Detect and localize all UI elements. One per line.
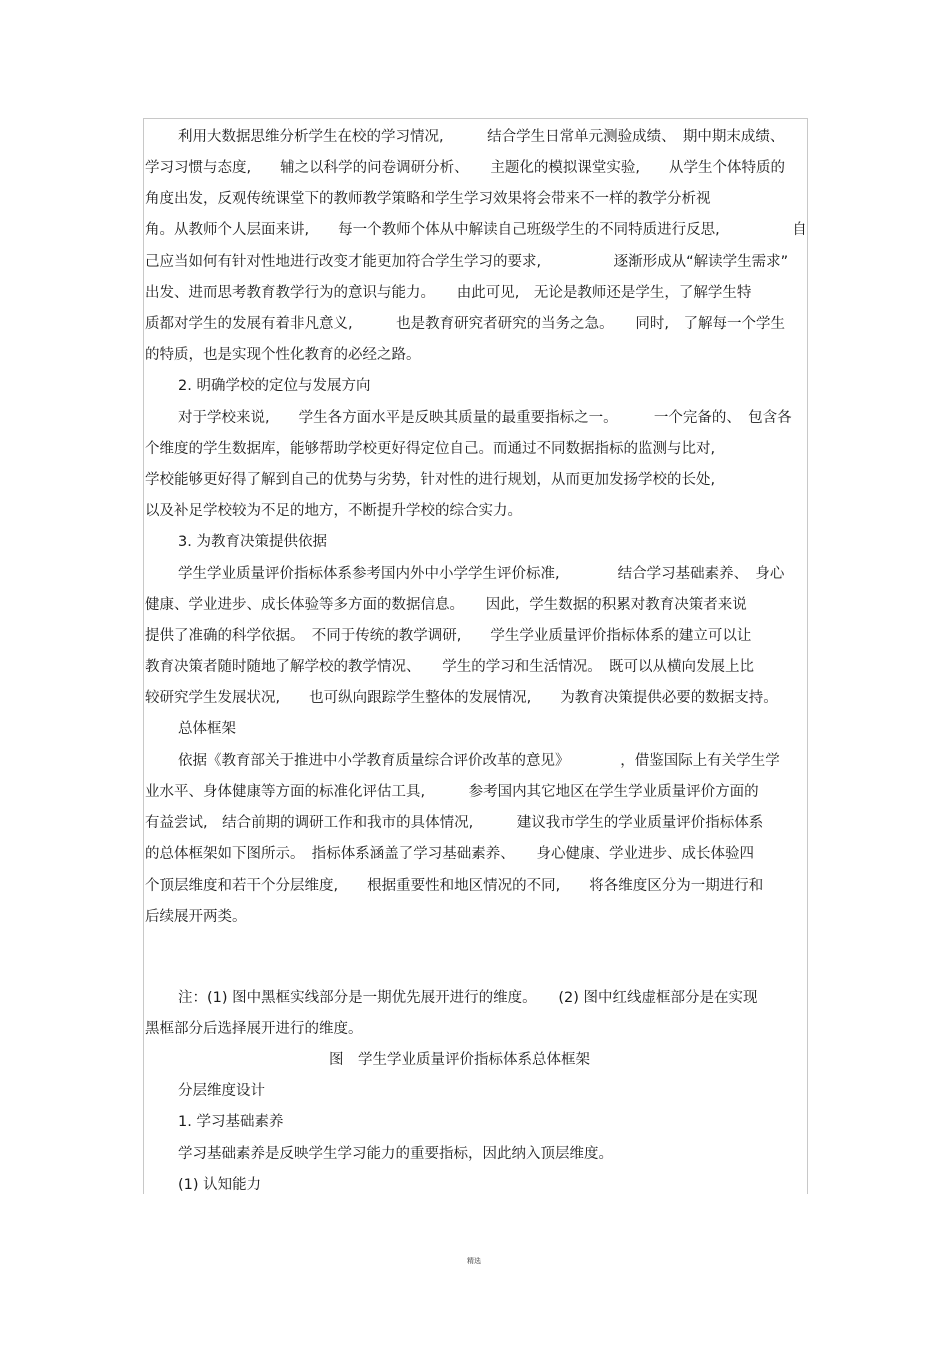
line-01: 利用大数据思维分析学生在校的学习情况, 结合学生日常单元测验成绩、 期中期末成绩、 — [178, 129, 785, 145]
section-heading-framework: 总体框架 — [178, 721, 236, 737]
line-22: 业水平、身体健康等方面的标准化评估工具, 参考国内其它地区在学生学业质量评价方面的 — [145, 784, 759, 800]
note-line-1: 注：(1) 图中黑框实线部分是一期优先展开进行的维度。 (2) 图中红线虚框部分是在实现 — [178, 990, 758, 1006]
line-25: 个顶层维度和若干个分层维度, 根据重要性和地区情况的不同, 将各维度区分为一期进行和 — [145, 878, 764, 894]
figure-caption: 图 学生学业质量评价指标体系总体框架 — [329, 1052, 590, 1068]
line-16: 健康、学业进步、成长体验等多方面的数据信息。 因此，学生数据的积累对教育决策者来说 — [145, 597, 747, 613]
line-18: 教育决策者随时随地了解学校的教学情况、 学生的学习和生活情况。 既可以从横向发展上比 — [145, 659, 754, 675]
line-06: 出发、进而思考教育教学行为的意识与能力。 由此可见, 无论是教师还是学生，了解学生特 — [145, 285, 752, 301]
line-05: 己应当如何有针对性地进行改变才能更加符合学生学习的要求, 逐渐形成从“解读学生需求” — [145, 254, 789, 270]
line-23: 有益尝试, 结合前期的调研工作和我市的具体情况, 建议我市学生的学业质量评价指标体系 — [145, 815, 764, 831]
line-21: 依据《教育部关于推进中小学教育质量综合评价改革的意见》 ，借鉴国际上有关学生学 — [178, 753, 780, 769]
line-11: 个维度的学生数据库，能够帮助学校更好得定位自己。而通过不同数据指标的监测与比对, — [145, 441, 716, 457]
line-19: 较研究学生发展状况, 也可纵向跟踪学生整体的发展情况, 为教育决策提供必要的数据支持。 — [145, 690, 778, 706]
section-heading-layered: 分层维度设计 — [178, 1083, 265, 1099]
subsection-heading-cognitive: (1) 认知能力 — [178, 1177, 262, 1193]
note-line-2: 黑框部分后选择展开进行的维度。 — [145, 1021, 363, 1037]
line-26: 后续展开两类。 — [145, 909, 247, 925]
line-03: 角度出发，反观传统课堂下的教师教学策略和学生学习效果将会带来不一样的教学分析视 — [145, 191, 711, 207]
section-heading-2: 2. 明确学校的定位与发展方向 — [178, 378, 371, 394]
line-24: 的总体框架如下图所示。 指标体系涵盖了学习基础素养、 身心健康、学业进步、成长体验四 — [145, 846, 754, 862]
line-10: 对于学校来说, 学生各方面水平是反映其质量的最重要指标之一。 一个完备的、 包含各 — [178, 410, 792, 426]
section-heading-3: 3. 为教育决策提供依据 — [178, 534, 327, 550]
line-13: 以及补足学校较为不足的地方，不断提升学校的综合实力。 — [145, 503, 522, 519]
line-15: 学生学业质量评价指标体系参考国内外中小学学生评价标准, 结合学习基础素养、 身心 — [178, 566, 785, 582]
line-32: 学习基础素养是反映学生学习能力的重要指标，因此纳入顶层维度。 — [178, 1146, 613, 1162]
line-04: 角。从教师个人层面来讲, 每一个教师个体从中解读自己班级学生的不同特质进行反思, 自 — [145, 222, 807, 238]
line-07: 质都对学生的发展有着非凡意义, 也是教育研究者研究的当务之急。 同时, 了解每一个学生 — [145, 316, 785, 332]
line-08: 的特质，也是实现个性化教育的必经之路。 — [145, 347, 421, 363]
line-12: 学校能够更好得了解到自己的优势与劣势，针对性的进行规划，从而更加发扬学校的长处, — [145, 472, 716, 488]
line-02: 学习习惯与态度, 辅之以科学的问卷调研分析、 主题化的模拟课堂实验, 从学生个体特质的 — [145, 160, 785, 176]
page-footer: 精选 — [467, 1257, 481, 1265]
line-17: 提供了准确的科学依据。 不同于传统的教学调研, 学生学业质量评价指标体系的建立可以让 — [145, 628, 752, 644]
subsection-heading-1: 1. 学习基础素养 — [178, 1114, 284, 1130]
